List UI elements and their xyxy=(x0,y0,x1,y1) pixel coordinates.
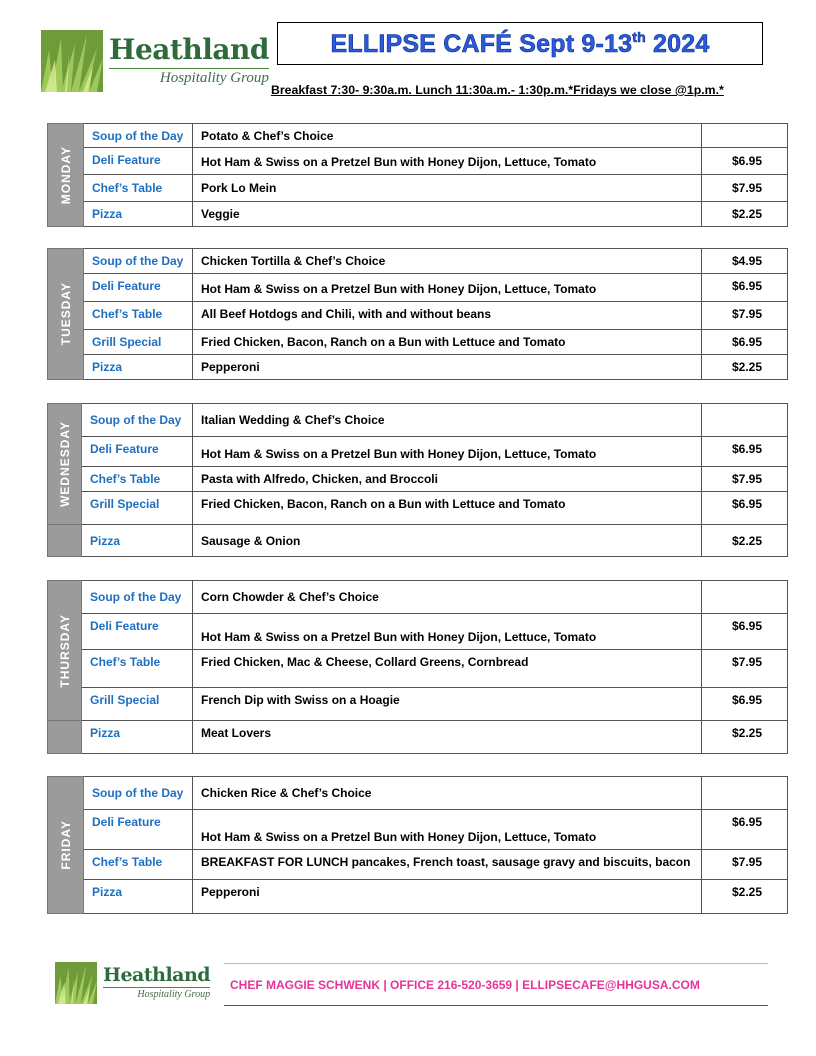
price xyxy=(702,404,788,437)
price: $2.25 xyxy=(702,721,788,754)
menu-item: Hot Ham & Swiss on a Pretzel Bun with Honey Dijon, Lettuce, Tomato xyxy=(193,437,702,467)
category-label: Deli Feature xyxy=(82,614,193,650)
menu-item: Hot Ham & Swiss on a Pretzel Bun with Honey Dijon, Lettuce, Tomato xyxy=(193,148,702,175)
price: $7.95 xyxy=(702,850,788,880)
price: $2.25 xyxy=(702,355,788,380)
menu-item: Fried Chicken, Bacon, Ranch on a Bun with Lettuce and Tomato xyxy=(193,492,702,525)
category-label: Deli Feature xyxy=(82,437,193,467)
price xyxy=(702,124,788,148)
menu-item: Hot Ham & Swiss on a Pretzel Bun with Honey Dijon, Lettuce, Tomato xyxy=(193,274,702,302)
day-table-wednesday xyxy=(47,403,788,557)
menu-item: Chicken Rice & Chef’s Choice xyxy=(193,777,702,810)
heathland-logo-footer xyxy=(55,962,210,1004)
category-label: Pizza xyxy=(84,880,193,914)
menu-item: All Beef Hotdogs and Chili, with and without beans xyxy=(193,302,702,330)
day-label: TUESDAY xyxy=(58,282,73,346)
category-label: Soup of the Day xyxy=(82,581,193,614)
day-label-cell-tail xyxy=(48,525,82,557)
day-label: THURSDAY xyxy=(57,613,72,688)
menu-item: Fried Chicken, Mac & Cheese, Collard Greens, Cornbread xyxy=(193,650,702,688)
menu-item: Pepperoni xyxy=(193,355,702,380)
price: $6.95 xyxy=(702,148,788,175)
category-label: Soup of the Day xyxy=(82,404,193,437)
menu-item: French Dip with Swiss on a Hoagie xyxy=(193,688,702,721)
menu-item: Hot Ham & Swiss on a Pretzel Bun with Honey Dijon, Lettuce, Tomato xyxy=(193,810,702,850)
day-label-cell xyxy=(48,581,82,721)
price: $6.95 xyxy=(702,614,788,650)
category-label: Pizza xyxy=(84,202,193,227)
logo-subtitle: Hospitality Group xyxy=(109,68,269,87)
menu-item: Chicken Tortilla & Chef’s Choice xyxy=(193,249,702,274)
price: $6.95 xyxy=(702,810,788,850)
day-label-cell xyxy=(48,249,84,380)
category-label: Pizza xyxy=(84,355,193,380)
footer-divider-bottom xyxy=(224,1005,768,1006)
category-label: Grill Special xyxy=(84,330,193,355)
category-label: Soup of the Day xyxy=(84,777,193,810)
price: $2.25 xyxy=(702,880,788,914)
menu-item: Pasta with Alfredo, Chicken, and Broccoli xyxy=(193,467,702,492)
category-label: Soup of the Day xyxy=(84,249,193,274)
day-table-tuesday xyxy=(47,248,788,380)
price: $7.95 xyxy=(702,175,788,202)
menu-item: Pork Lo Mein xyxy=(193,175,702,202)
day-label-cell xyxy=(48,124,84,227)
menu-item: BREAKFAST FOR LUNCH pancakes, French toast, sausage gravy and biscuits, bacon xyxy=(193,850,702,880)
category-label: Deli Feature xyxy=(84,148,193,175)
grass-logo-icon xyxy=(55,962,97,1004)
category-label: Deli Feature xyxy=(84,274,193,302)
category-label: Deli Feature xyxy=(84,810,193,850)
day-table-monday xyxy=(47,123,788,227)
footer-divider-top xyxy=(224,963,768,964)
price: $2.25 xyxy=(702,525,788,557)
day-label-cell xyxy=(48,777,84,914)
footer-contact: CHEF MAGGIE SCHWENK | OFFICE 216-520-3659 | ELLIPSECAFE@HHGUSA.COM xyxy=(230,978,700,992)
price: $7.95 xyxy=(702,650,788,688)
logo-subtitle: Hospitality Group xyxy=(103,987,210,1000)
menu-item: Sausage & Onion xyxy=(193,525,702,557)
price: $6.95 xyxy=(702,688,788,721)
price xyxy=(702,581,788,614)
category-label: Chef’s Table xyxy=(84,302,193,330)
logo-name: Heathland xyxy=(103,964,211,986)
price: $4.95 xyxy=(702,249,788,274)
day-label-cell xyxy=(48,404,82,525)
menu-item: Pepperoni xyxy=(193,880,702,914)
menu-item: Corn Chowder & Chef’s Choice xyxy=(193,581,702,614)
day-label: MONDAY xyxy=(58,145,73,205)
menu-title: ELLIPSE CAFÉ Sept 9-13th 2024 xyxy=(330,28,710,58)
price: $6.95 xyxy=(702,492,788,525)
price xyxy=(702,777,788,810)
menu-item: Italian Wedding & Chef’s Choice xyxy=(193,404,702,437)
category-label: Pizza xyxy=(82,525,193,557)
price: $7.95 xyxy=(702,302,788,330)
service-hours: Breakfast 7:30- 9:30a.m. Lunch 11:30a.m.- 1:30p.m.*Fridays we close @1p.m.* xyxy=(271,83,724,97)
day-label-cell-tail xyxy=(48,721,82,754)
menu-item: Veggie xyxy=(193,202,702,227)
category-label: Chef’s Table xyxy=(82,650,193,688)
menu-item: Fried Chicken, Bacon, Ranch on a Bun with Lettuce and Tomato xyxy=(193,330,702,355)
day-table-thursday xyxy=(47,580,788,754)
day-label: WEDNESDAY xyxy=(57,421,72,507)
menu-title-box xyxy=(277,22,763,65)
logo-name: Heathland xyxy=(109,32,269,66)
category-label: Chef’s Table xyxy=(82,467,193,492)
price: $7.95 xyxy=(702,467,788,492)
menu-item: Hot Ham & Swiss on a Pretzel Bun with Honey Dijon, Lettuce, Tomato xyxy=(193,614,702,650)
category-label: Grill Special xyxy=(82,688,193,721)
day-label: FRIDAY xyxy=(58,820,73,870)
menu-item: Meat Lovers xyxy=(193,721,702,754)
category-label: Grill Special xyxy=(82,492,193,525)
price: $6.95 xyxy=(702,330,788,355)
price: $6.95 xyxy=(702,274,788,302)
category-label: Chef’s Table xyxy=(84,175,193,202)
grass-logo-icon xyxy=(41,30,103,92)
category-label: Pizza xyxy=(82,721,193,754)
heathland-logo xyxy=(41,30,269,92)
price: $6.95 xyxy=(702,437,788,467)
price: $2.25 xyxy=(702,202,788,227)
category-label: Soup of the Day xyxy=(84,124,193,148)
day-table-friday xyxy=(47,776,788,914)
category-label: Chef’s Table xyxy=(84,850,193,880)
menu-item: Potato & Chef’s Choice xyxy=(193,124,702,148)
